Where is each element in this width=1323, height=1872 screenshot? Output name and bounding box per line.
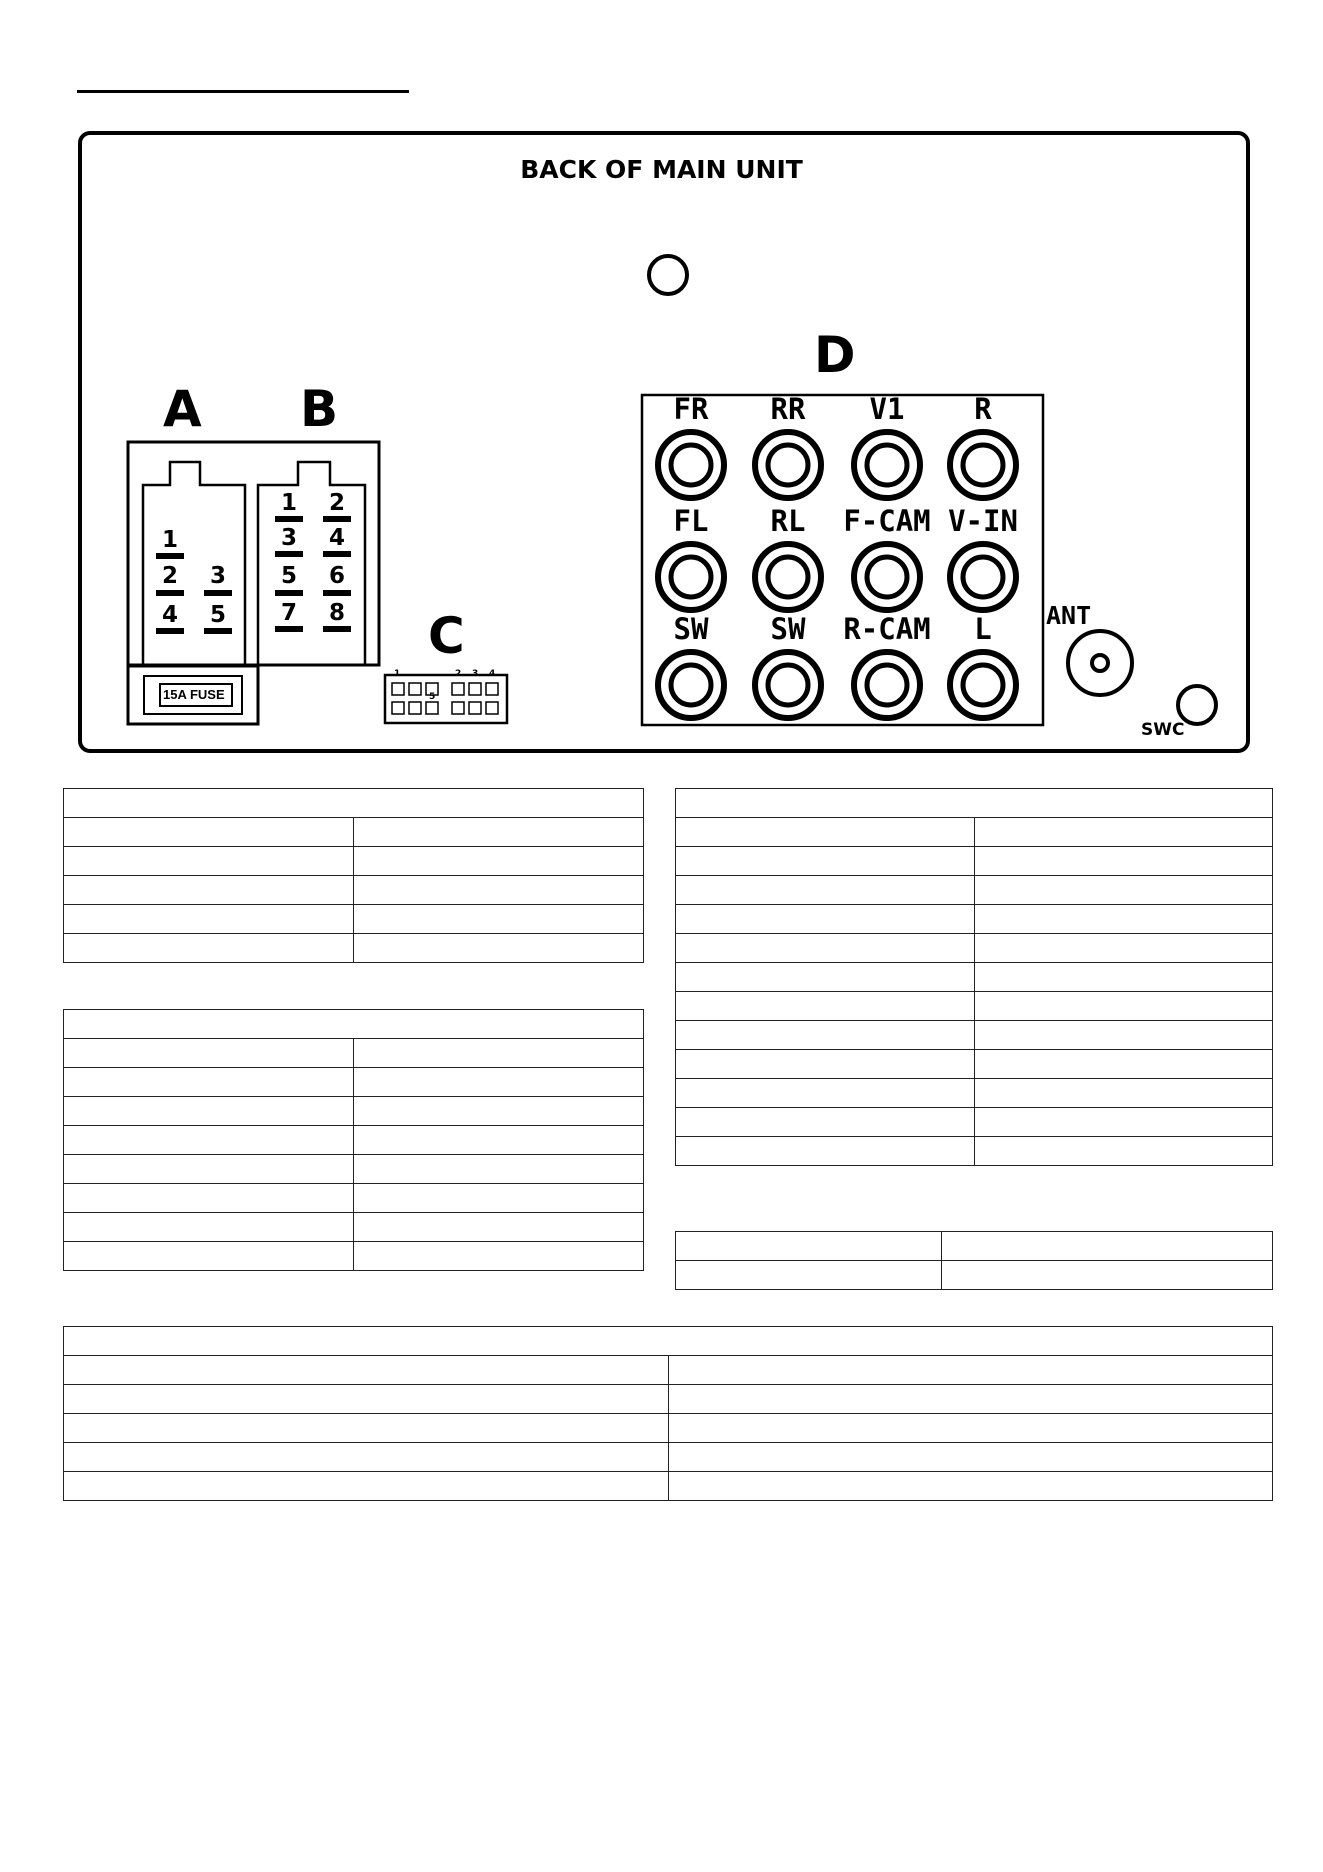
c-pin-label: 2 bbox=[455, 669, 462, 679]
table-row bbox=[64, 1443, 1273, 1472]
table-row bbox=[64, 1155, 644, 1184]
table-row bbox=[64, 847, 644, 876]
table-row bbox=[64, 1068, 644, 1097]
port-label-fr: FR bbox=[673, 392, 709, 426]
pin-bar bbox=[323, 551, 351, 557]
pin-label: 2 bbox=[162, 563, 179, 589]
c-pin-label: 1 bbox=[394, 669, 401, 679]
wiring-table-connector-b bbox=[63, 1009, 644, 1271]
rca-jack bbox=[755, 652, 821, 718]
connector-c-pins bbox=[392, 683, 498, 714]
rca-jack bbox=[658, 652, 724, 718]
wiring-table-connector-d bbox=[675, 788, 1273, 1166]
pin-label: 3 bbox=[281, 525, 298, 551]
rca-jack bbox=[854, 652, 920, 718]
antenna-jack bbox=[1068, 631, 1132, 695]
table-row bbox=[64, 905, 644, 934]
pin-bar bbox=[323, 516, 351, 522]
rca-jack bbox=[755, 432, 821, 498]
table-row bbox=[64, 1039, 644, 1068]
pin-bar bbox=[156, 590, 184, 596]
port-label-v-in: V-IN bbox=[948, 504, 1018, 538]
table-row bbox=[676, 992, 1273, 1021]
table-row bbox=[64, 1097, 644, 1126]
pin-bar bbox=[204, 628, 232, 634]
table-row bbox=[64, 1385, 1273, 1414]
table-row bbox=[676, 905, 1273, 934]
connector-a-letter: A bbox=[163, 380, 202, 438]
table-row bbox=[64, 1242, 644, 1271]
pin-label: 4 bbox=[329, 525, 346, 551]
port-label-r: R bbox=[974, 392, 992, 426]
connector-b-letter: B bbox=[300, 380, 339, 438]
panel-title: BACK OF MAIN UNIT bbox=[520, 155, 803, 184]
pin-label: 1 bbox=[281, 490, 298, 516]
table-header-row bbox=[64, 1010, 644, 1039]
swc-label: SWC bbox=[1141, 720, 1185, 740]
rca-jack bbox=[854, 432, 920, 498]
rca-jack bbox=[658, 432, 724, 498]
port-label-fl: FL bbox=[673, 504, 709, 538]
mount-hole bbox=[649, 256, 687, 294]
pin-label: 5 bbox=[210, 602, 227, 628]
rca-jacks bbox=[658, 432, 1016, 718]
rca-jack bbox=[854, 544, 920, 610]
table-row bbox=[64, 1414, 1273, 1443]
pin-bar bbox=[323, 626, 351, 632]
c-pin-label: 5 bbox=[429, 692, 436, 702]
table-row bbox=[64, 876, 644, 905]
pin-bar bbox=[156, 553, 184, 559]
rca-jack bbox=[658, 544, 724, 610]
port-label-v1: V1 bbox=[869, 392, 905, 426]
pin-label: 3 bbox=[210, 563, 227, 589]
connector-c-body bbox=[385, 675, 507, 723]
swc-jack bbox=[1178, 686, 1216, 724]
port-label-r-cam: R-CAM bbox=[843, 612, 931, 646]
wiring-table-connector-a bbox=[63, 788, 644, 963]
table-row bbox=[676, 1137, 1273, 1166]
table-row bbox=[676, 1021, 1273, 1050]
pin-label: 1 bbox=[162, 527, 179, 553]
pin-bar bbox=[156, 628, 184, 634]
table-row bbox=[676, 934, 1273, 963]
pin-bar bbox=[204, 590, 232, 596]
port-label-f-cam: F-CAM bbox=[843, 504, 931, 538]
port-label-sw: SW bbox=[673, 612, 709, 646]
port-label-l: L bbox=[974, 612, 992, 646]
wiring-table-connector-c bbox=[63, 1326, 1273, 1501]
connector-d-letter: D bbox=[814, 326, 856, 384]
antenna-jack-center bbox=[1092, 655, 1108, 671]
pin-bar bbox=[275, 626, 303, 632]
pin-label: 7 bbox=[281, 600, 298, 626]
rca-jack bbox=[755, 544, 821, 610]
connector-b-body bbox=[258, 462, 365, 664]
port-label-rl: RL bbox=[770, 504, 806, 538]
pin-bar bbox=[275, 590, 303, 596]
table-row bbox=[64, 1472, 1273, 1501]
table-row bbox=[676, 1050, 1273, 1079]
antenna-label: ANT bbox=[1046, 601, 1092, 630]
pin-bar bbox=[323, 590, 351, 596]
table-row bbox=[64, 934, 644, 963]
table-header-row bbox=[64, 1327, 1273, 1356]
c-pin-label: 3 bbox=[472, 669, 479, 679]
table-header-row bbox=[64, 789, 644, 818]
rca-jack bbox=[950, 652, 1016, 718]
pin-label: 8 bbox=[329, 600, 346, 626]
table-row bbox=[64, 1184, 644, 1213]
rca-jack bbox=[950, 432, 1016, 498]
c-pin-label: 4 bbox=[489, 669, 496, 679]
wiring-table-antenna bbox=[675, 1231, 1273, 1290]
connector-c-letter: C bbox=[428, 607, 465, 665]
table-row bbox=[676, 1079, 1273, 1108]
table-row bbox=[64, 1213, 644, 1242]
table-row bbox=[64, 818, 644, 847]
pin-label: 4 bbox=[162, 602, 179, 628]
table-row bbox=[676, 818, 1273, 847]
pin-label: 6 bbox=[329, 563, 346, 589]
port-label-rr: RR bbox=[770, 392, 806, 426]
fuse-label: 15A FUSE bbox=[163, 687, 225, 702]
pin-bar bbox=[275, 551, 303, 557]
table-row bbox=[64, 1126, 644, 1155]
table-header-row bbox=[676, 789, 1273, 818]
table-row bbox=[64, 1356, 1273, 1385]
table-row bbox=[676, 963, 1273, 992]
port-label-sw: SW bbox=[770, 612, 806, 646]
table-row bbox=[676, 847, 1273, 876]
table-row bbox=[676, 1232, 1273, 1261]
table-row bbox=[676, 1261, 1273, 1290]
pin-label: 2 bbox=[329, 490, 346, 516]
table-row bbox=[676, 1108, 1273, 1137]
pin-label: 5 bbox=[281, 563, 298, 589]
rca-jack bbox=[950, 544, 1016, 610]
pin-bar bbox=[275, 516, 303, 522]
table-row bbox=[676, 876, 1273, 905]
